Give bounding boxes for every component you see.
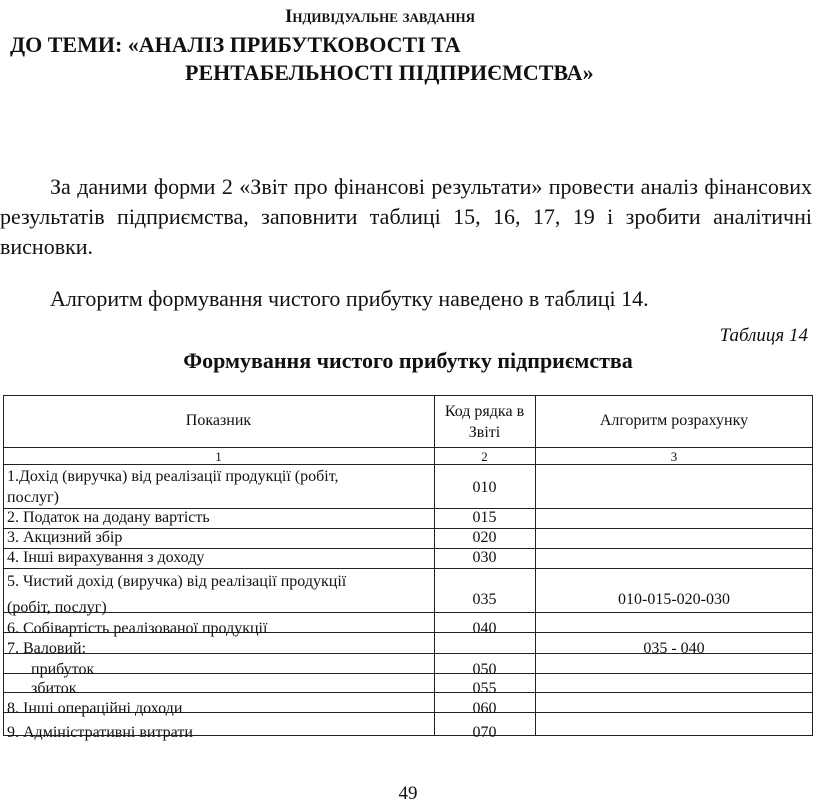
table-row-algorithm: 010-015-020-030 xyxy=(618,591,730,608)
table-border xyxy=(812,395,813,735)
table-row-label: 8. Інші операційні доходи xyxy=(7,700,183,717)
task-paragraph: За даними форми 2 «Звіт про фінансові результати» провести аналіз фінансових результатів підприємства, заповнити таблиці 15, 16, 17, 19 і зробити аналітичні висновки. xyxy=(0,174,812,259)
col-number: 1 xyxy=(215,449,222,464)
table-row-code: 060 xyxy=(472,700,497,717)
table-rule xyxy=(3,692,813,693)
table-rule xyxy=(3,528,813,529)
table-row-label: 7. Валовий: xyxy=(7,640,87,657)
table-border xyxy=(3,395,4,735)
heading-line-2: ДО ТЕМИ: «АНАЛІЗ ПРИБУТКОВОСТІ ТА xyxy=(10,32,461,57)
table-row-code: 070 xyxy=(472,724,497,741)
table-rule xyxy=(535,395,536,735)
net-profit-table xyxy=(3,395,813,741)
header-code: Код рядка в Звіті xyxy=(444,403,525,441)
table-row-label: прибуток xyxy=(31,661,95,678)
table-title: Формування чистого прибутку підприємства xyxy=(183,348,633,373)
table-row-label: 3. Акцизний збір xyxy=(7,529,123,546)
table-row-label: 6. Собівартість реалізованої продукції xyxy=(7,620,268,637)
table-row-code: 015 xyxy=(472,509,497,526)
table-rule xyxy=(3,673,813,674)
heading-line-1: Індивідуальне завдання xyxy=(284,6,476,27)
table-row-algorithm: 035 - 040 xyxy=(643,640,705,657)
table-row-code: 055 xyxy=(472,680,497,697)
header-indicator: Показник xyxy=(185,412,252,429)
heading-line-3: РЕНТАБЕЛЬНОСТІ ПІДПРИЄМСТВА» xyxy=(185,60,594,85)
table-row-code: 040 xyxy=(472,620,497,637)
table-row-label: 1.Дохід (виручка) від реалізації продукції (робіт, послуг) xyxy=(7,468,339,506)
table-row-code: 010 xyxy=(472,479,497,496)
table-row-code: 035 xyxy=(472,591,497,608)
table-row-label: 5. Чистий дохід (виручка) від реалізації продукції (робіт, послуг) xyxy=(7,573,347,616)
col-number: 3 xyxy=(670,449,678,464)
table-row-code: 030 xyxy=(472,549,497,566)
col-number: 2 xyxy=(481,449,488,464)
table-border xyxy=(3,395,813,396)
algorithm-paragraph: Алгоритм формування чистого прибутку наведено в таблиці 14. xyxy=(50,286,649,311)
table-row-label: 9. Адміністративні витрати xyxy=(7,724,193,741)
table-row-label: збиток xyxy=(31,680,77,697)
table-row-code: 020 xyxy=(472,529,497,546)
table-row-label: 4. Інші вирахування з доходу xyxy=(7,549,205,566)
header-algorithm: Алгоритм розрахунку xyxy=(599,412,749,429)
table-row-code: 050 xyxy=(472,661,497,678)
page-number: 49 xyxy=(398,783,418,804)
table-row-label: 2. Податок на додану вартість xyxy=(7,509,210,526)
table-caption: Таблиця 14 xyxy=(719,325,808,346)
